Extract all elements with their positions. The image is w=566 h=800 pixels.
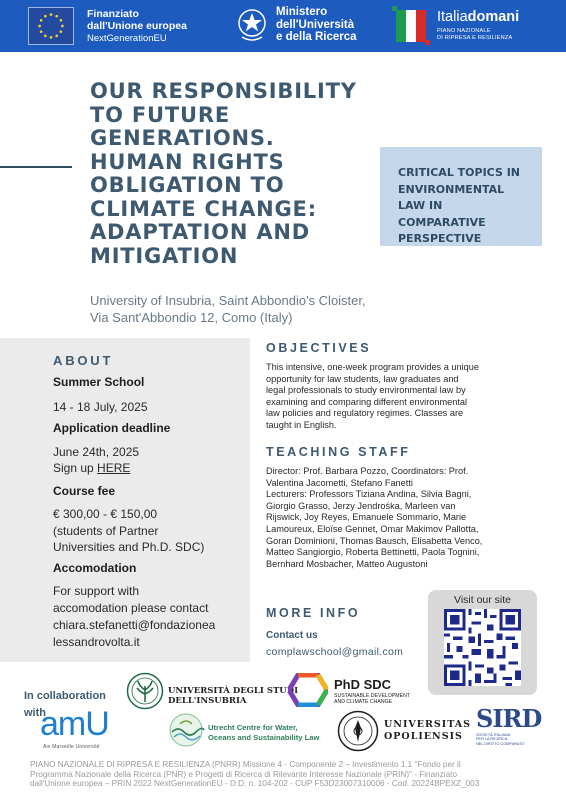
signup-line: Sign up HERE — [53, 461, 131, 475]
qr-card[interactable] — [428, 590, 537, 695]
sird-logo: SIRD — [476, 704, 542, 733]
title-line: HUMAN RIGHTS — [90, 149, 285, 174]
italiadomani-subtitle: PIANO NAZIONALE DI RIPRESA E RESILIENZA — [437, 28, 513, 41]
objectives-text: This intensive, one-week program provides a unique opportunity for law students, law graduates and legal professionals to study environmental law by examining and comparing different environmental law policies and regulatory regimes. Classes are taught in English. — [266, 362, 479, 430]
fee-heading: Course fee — [53, 484, 116, 498]
funding-footer: PIANO NAZIONALE DI RIPRESA E RESILIENZA (PNRR) Missione 4 - Componente 2 – Investimento 1.1 "Fondo per il Programma Nazionale della Ricerca (PNR) e Progetti di Ricerca di Rilevante Interesse Nazionale (PRIN)" - Finanziato dall'Unione europea – PRIN 2022 NextGenerationEU - D.D. n. 104-202 - CUP F53D23007310006 - Cod. 20224BPEXZ_003 — [30, 760, 480, 789]
insubria-logo-text: UNIVERSITÀ DEGLI STUDI DELL'INSUBRIA — [168, 686, 299, 706]
deadline-date: June 24th, 2025 — [53, 445, 140, 459]
opole-seal-icon — [337, 710, 379, 752]
contact-email-link[interactable]: complawschool@gmail.com — [266, 646, 404, 658]
title-line: OBLIGATION TO — [90, 173, 285, 197]
collaboration-label: In collaboration with — [24, 690, 106, 719]
ministry-label: Ministero dell'Università e della Ricerca — [276, 6, 357, 43]
venue-address: University of Insubria, Saint Abbondio's Cloister, Via Sant'Abbondio 12, Como (Italy) — [90, 293, 366, 325]
title-line: ADAPTATION AND — [90, 220, 310, 244]
fee-range: € 300,00 - € 150,00 — [53, 507, 158, 521]
title-line: CLIMATE CHANGE: — [90, 196, 317, 221]
sird-logo-subtitle: SOCIETÀ ITALIANA PER LA RICERCA NEL DIRITTO COMPARATO — [476, 733, 525, 746]
insubria-seal-icon — [126, 672, 164, 710]
accommodation-email[interactable]: chiara.stefanetti@fondazionea — [53, 618, 216, 632]
phd-sdc-hexagon-icon — [288, 673, 328, 707]
opoliensis-logo-text: UNIVERSITAS OPOLIENSIS — [384, 719, 472, 742]
ministry-emblem-icon — [236, 5, 268, 45]
signup-link[interactable]: HERE — [97, 461, 131, 475]
title-line: MITIGATION — [90, 243, 239, 268]
page-title — [90, 80, 390, 268]
header-bar — [0, 0, 566, 52]
amu-logo: amU — [40, 705, 109, 743]
italiadomani-flag-icon — [390, 4, 432, 48]
utrecht-logo-text: Utrecht Centre for Water, Oceans and Sustainability Law — [208, 723, 320, 742]
deadline-heading: Application deadline — [53, 421, 171, 435]
phd-sdc-subtitle: SUSTAINABLE DEVELOPMENT AND CLIMATE CHANGE — [334, 693, 411, 705]
phd-sdc-title: PhD SDC — [334, 677, 392, 692]
topics-text: CRITICAL TOPICS IN ENVIRONMENTAL LAW IN COMPARATIVE PERSPECTIVE — [398, 166, 520, 245]
title-line: OUR RESPONSIBILITY — [90, 79, 357, 103]
teaching-staff-text: Director: Prof. Barbara Pozzo, Coordinators: Prof. Valentina Jacometti, Stefano Fanetti Lecturers: Professors Tiziana Andina, Silvia Bagni, Giorgio Grasso, Jerzy Jendrośka, Marleen van Rijswick, Joy Reyes, Emanuele Sommario, Marie Lamoureux, Eloïse Gennet, Omar Makimov Pallotta, Goran Dominioni, Thomas Bausch, Elisabetta Venco, Matteo Sangiorgio, Roberta Bettinetti, Paola Tognini, Bernhard Mosbacher, Matteo Augustoni — [266, 466, 483, 569]
program-type: Summer School — [53, 375, 145, 389]
qr-label: Visit our site — [454, 594, 511, 606]
accommodation-text: For support with — [53, 584, 140, 598]
topics-box — [380, 147, 542, 246]
program-dates: 14 - 18 July, 2025 — [53, 400, 148, 414]
about-heading: ABOUT — [53, 353, 114, 368]
teaching-staff-heading: TEACHING STAFF — [266, 445, 411, 459]
fee-note: (students of Partner — [53, 524, 159, 538]
eu-funding-label: Finanziato dall'Unione europea NextGenerationEU — [87, 8, 187, 44]
amu-logo-subtitle: Aix Marseille Université — [43, 744, 100, 750]
more-info-heading: MORE INFO — [266, 606, 361, 620]
italiadomani-wordmark: Italiadomani — [437, 9, 520, 25]
title-line: GENERATIONS. — [90, 126, 275, 150]
contact-label: Contact us — [266, 630, 318, 641]
utrecht-wave-icon — [166, 712, 206, 748]
accommodation-email[interactable]: lessandrovolta.it — [53, 635, 140, 649]
eu-flag-icon — [28, 7, 74, 45]
qr-code-icon[interactable] — [444, 609, 521, 686]
title-divider — [0, 166, 72, 168]
accommodation-heading: Accomodation — [53, 561, 137, 575]
objectives-heading: OBJECTIVES — [266, 341, 372, 355]
accommodation-text: accomodation please contact — [53, 601, 209, 615]
title-line: TO FUTURE — [90, 102, 230, 127]
fee-note: Universities and Ph.D. SDC) — [53, 540, 205, 554]
